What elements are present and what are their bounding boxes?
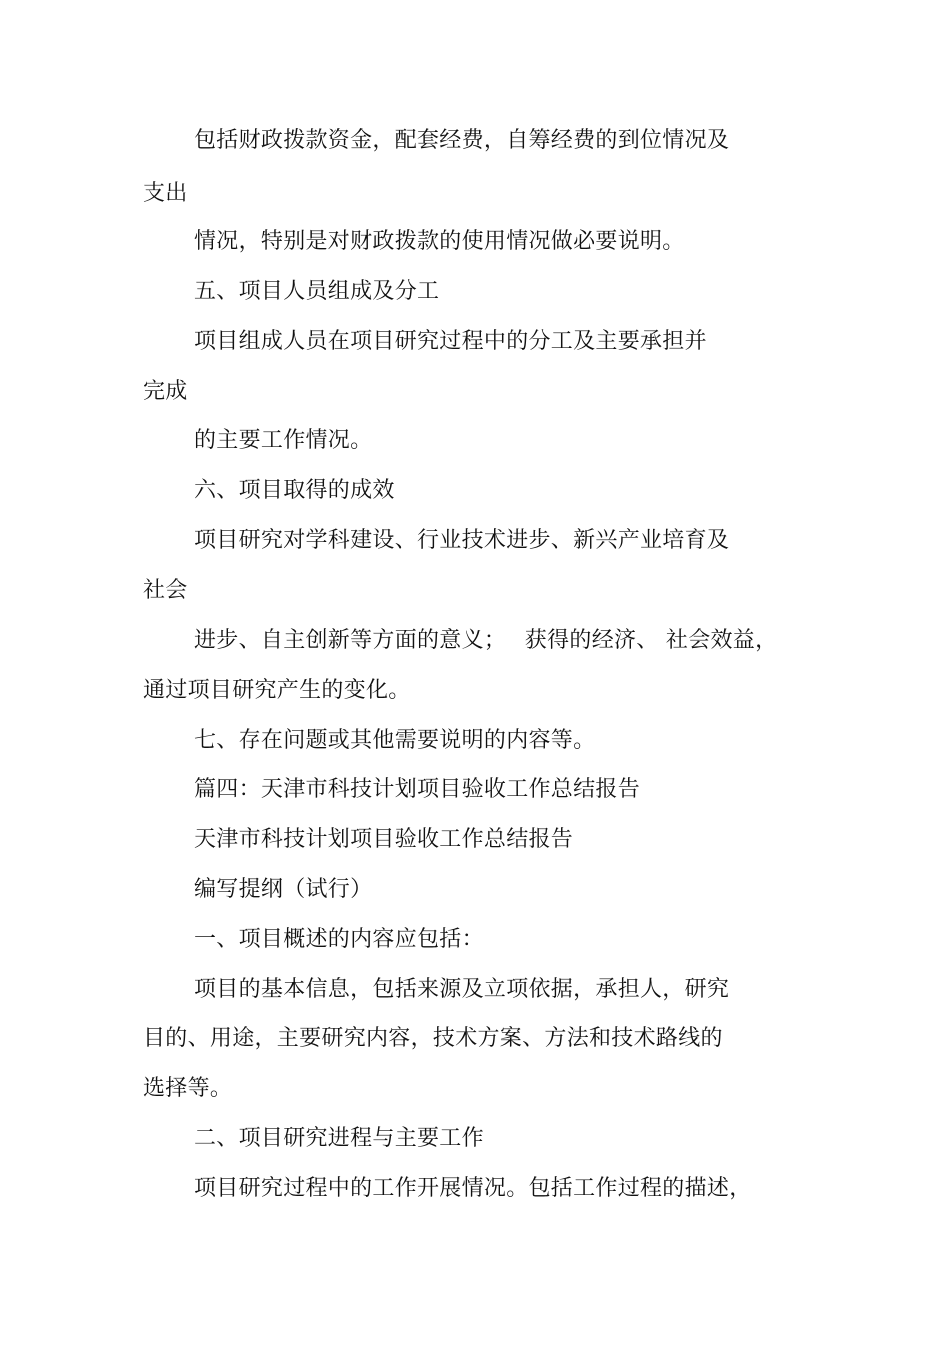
section-heading: 一、项目概述的内容应包括： bbox=[194, 927, 484, 952]
section-heading: 七、存在问题或其他需要说明的内容等。 bbox=[194, 728, 596, 753]
paragraph-line: 项目研究过程中的工作开展情况。包括工作过程的描述， bbox=[194, 1176, 752, 1201]
paragraph-line: 选择等。 bbox=[143, 1076, 233, 1101]
paragraph-line: 目的、用途，主要研究内容，技术方案、方法和技术路线的 bbox=[143, 1026, 723, 1051]
paragraph-line: 项目组成人员在项目研究过程中的分工及主要承担并 bbox=[194, 329, 707, 354]
paragraph-line: 的主要工作情况。 bbox=[194, 428, 373, 453]
paragraph-line: 项目研究对学科建设、行业技术进步、新兴产业培育及 bbox=[194, 528, 730, 553]
report-subtitle: 编写提纲（试行） bbox=[194, 877, 373, 902]
paragraph-line: 社会 bbox=[143, 578, 188, 603]
paragraph-line: 包括财政拨款资金，配套经费，自筹经费的到位情况及 bbox=[194, 128, 730, 153]
paragraph-line: 通过项目研究产生的变化。 bbox=[143, 678, 411, 703]
chapter-title: 篇四：天津市科技计划项目验收工作总结报告 bbox=[194, 777, 641, 802]
section-heading: 六、项目取得的成效 bbox=[194, 478, 395, 503]
paragraph-line: 完成 bbox=[143, 379, 188, 404]
paragraph-line: 进步、自主创新等方面的意义； 获得的经济、 社会效益， bbox=[194, 628, 778, 653]
report-title: 天津市科技计划项目验收工作总结报告 bbox=[194, 827, 574, 852]
section-heading: 五、项目人员组成及分工 bbox=[194, 279, 440, 304]
paragraph-line: 支出 bbox=[143, 181, 188, 206]
section-heading: 二、项目研究进程与主要工作 bbox=[194, 1126, 484, 1151]
paragraph-line: 项目的基本信息，包括来源及立项依据，承担人，研究 bbox=[194, 977, 730, 1002]
paragraph-line: 情况，特别是对财政拨款的使用情况做必要说明。 bbox=[194, 229, 685, 254]
